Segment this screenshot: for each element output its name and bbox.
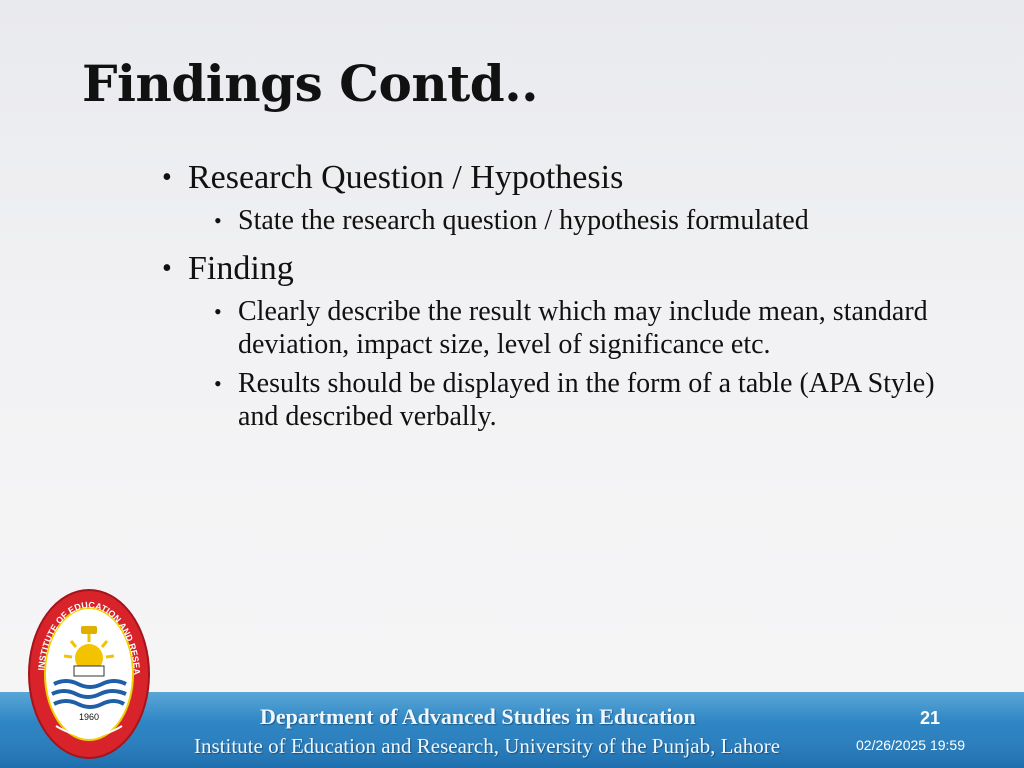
bullet-group-research-question	[160, 156, 960, 237]
sub-bullet-describe-result	[160, 295, 960, 361]
slide-title: Findings Contd..	[82, 54, 539, 113]
institute-seal-icon	[26, 586, 152, 762]
slide-datetime: 02/26/2025 19:59	[856, 737, 965, 753]
footer-department: Department of Advanced Studies in Education	[260, 704, 696, 729]
sub-bullet-text: State the research question / hypothesis formulated	[238, 205, 809, 236]
sub-bullet-text: Results should be displayed in the form of a table (APA Style) and described verbally.	[238, 368, 935, 432]
seal-ring-text: INSTITUTE OF EDUCATION AND RESEA	[36, 599, 142, 676]
bullet-finding	[160, 247, 960, 291]
sub-bullet-results-table	[160, 367, 960, 433]
bullet-text: Finding	[188, 250, 294, 287]
bullet-dot-icon: •	[162, 162, 172, 193]
bullet-group-finding	[160, 247, 960, 433]
seal-year: 1960	[78, 712, 100, 722]
sub-bullet-state-question	[160, 204, 960, 237]
page-number: 21	[920, 708, 941, 728]
bullet-dot-icon: •	[214, 371, 222, 396]
footer-institute: Institute of Education and Research, University of the Punjab, Lahore	[194, 734, 781, 758]
bullet-dot-icon: •	[214, 208, 222, 233]
bullet-dot-icon: •	[162, 253, 172, 284]
bullet-research-question	[160, 156, 960, 200]
sub-bullet-text: Clearly describe the result which may include mean, standard deviation, impact size, level of significance etc.	[238, 296, 928, 360]
bullet-dot-icon: •	[214, 299, 222, 324]
bullet-text: Research Question / Hypothesis	[188, 159, 624, 196]
slide-content	[160, 152, 960, 443]
